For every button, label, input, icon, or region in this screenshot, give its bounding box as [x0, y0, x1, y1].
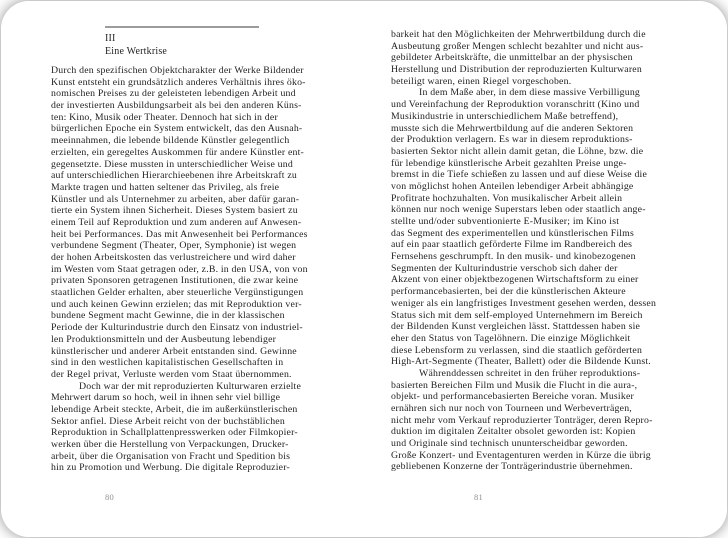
- text-line: In dem Maße aber, in dem diese massive Verbilligung: [419, 87, 641, 99]
- text-line: privaten Sponsoren getragenen Institutionen, die zwar keine: [51, 275, 299, 287]
- text-line: Profitrate hochzuhalten. Von musikalischer Arbeit allein: [391, 192, 623, 204]
- text-line: stellte und/oder subventionierte E-Musiker; im Kino ist: [391, 216, 620, 227]
- text-line: nicht mehr vom Verkauf reproduzierter Tonträger, deren Repro-: [391, 414, 653, 426]
- text-line: Durch den spezifischen Objektcharakter der Werke Bildender: [51, 65, 304, 76]
- text-line: hin zu Promotion und Werbung. Die digitale Reproduzier-: [51, 462, 290, 474]
- text-line: Sektor anfiel. Diese Arbeit reicht von der buchstäblichen: [51, 415, 285, 427]
- text-line: lebendige Arbeit steckte, Arbeit, die im außerkünstlerischen: [51, 403, 298, 415]
- text-line: Währenddessen schreitet in den früher reproduktions-: [419, 367, 641, 379]
- text-line: staatlichen Gelder erhalten, aber steuerliche Vergünstigungen: [51, 287, 304, 299]
- text-line: künstlerischer und anderer Arbeit entstanden sind. Gewinne: [51, 345, 297, 357]
- text-line: Doch war der mit reproduzierten Kulturwaren erzielte: [79, 380, 302, 392]
- text-line: der Regel privat, Verluste werden vom Staat übernommen.: [51, 368, 292, 380]
- text-line: nomischen Preises zu der geleisteten lebendigen Arbeit und: [51, 88, 296, 100]
- text-line: Große Konzert- und Eventagenturen werden in Kürze die übrig: [391, 449, 651, 461]
- text-line: im Westen vom Staat getragen oder, z.B. in den USA, von von: [51, 263, 308, 275]
- text-line: barkeit hat den Möglichkeiten der Mehrwertbildung durch die: [391, 29, 646, 40]
- text-line: bremst in die Tiefe schießen zu lassen und auf diese Weise die: [391, 169, 648, 181]
- text-line: Segmenten der Kulturindustrie verschob sich daher der: [391, 262, 618, 274]
- text-line: der Produktion verlagern. Es war in diesem reproduktions-: [391, 134, 633, 146]
- text-line: Akzent von einer objektbezogenen Wirtschaftsform zu einer: [391, 274, 639, 286]
- text-line: Herstellung und Distribution der reproduzierten Kulturwaren: [391, 64, 642, 76]
- text-line: ernähren sich nur noch von Tourneen und Werbeverträgen,: [391, 403, 632, 414]
- text-line: Ausbeutung großer Mengen schlecht bezahlter und nicht aus-: [391, 40, 644, 52]
- text-line: auf unterschiedlichen Hierarchieebenen ihre Arbeitskraft zu: [51, 170, 297, 182]
- text-line: können nur noch wenige Superstars leben oder staatlich ange-: [391, 204, 646, 216]
- text-line: gebliebenen Konzerne der Tonträgerindustrie übernehmen.: [391, 461, 633, 473]
- text-line: meeinnahmen, die lebende bildende Künstler gelegentlich: [51, 135, 290, 147]
- text-line: und auch keinen Gewinn erzielen; das mit Reproduktion ver-: [51, 298, 302, 310]
- left-page-text: [51, 65, 351, 474]
- text-line: verbundene Segment (Theater, Oper, Symphonie) ist wegen: [51, 240, 297, 252]
- text-line: basierten Bereichen Film und Musik die Flucht in die aura-,: [391, 379, 638, 391]
- text-line: und Originale sind technisch ununterscheidbar geworden.: [391, 438, 628, 450]
- text-line: der hohen Arbeitskosten das verlustreichere und wird daher: [51, 252, 296, 263]
- text-line: basierten Sektor nicht allein damit getan, die Löhne, bzw. die: [391, 145, 644, 157]
- text-line: Künstler und als Unternehmer zu arbeiten, aber dafür garan-: [51, 193, 300, 205]
- text-line: Reproduktion in Schallplattenpresswerken oder Filmkopier-: [51, 427, 298, 439]
- page-number-left: 80: [105, 492, 115, 502]
- text-line: weniger als ein langfristiges Investment gesehen werden, dessen: [391, 297, 657, 309]
- text-line: bürgerlichen Epoche ein System entwickelt, das den Ausnah-: [51, 123, 303, 135]
- text-line: len Produktionsmitteln und der Ausbeutung lebendiger: [51, 333, 277, 345]
- text-line: eher den Status von Tagelöhnern. Die einzige Möglichkeit: [391, 332, 631, 344]
- text-line: tierte ein System ihnen Sicherheit. Dieses System basiert zu: [51, 205, 298, 217]
- text-line: Kunst entsteht ein grundsätzlich anderes Verhältnis ihres öko-: [51, 76, 306, 88]
- text-line: Markte tragen und hatten seltener das Privileg, als freie: [51, 181, 280, 193]
- text-line: performancebasierten, bei der die künstlerischen Akteure: [391, 286, 626, 298]
- text-line: sind in den westlichen kapitalistischen Gesellschaften in: [51, 357, 284, 369]
- book-pages: [1, 1, 727, 537]
- text-line: erzielten, ein geregeltes Auskommen für andere Künstler ent-: [51, 146, 305, 158]
- text-line: das Segment des experimentellen und künstlerischen Films: [391, 227, 635, 239]
- text-line: Status sich mit dem self-employed Unternehmern im Bereich: [391, 309, 643, 321]
- right-page-text: [391, 29, 691, 473]
- text-line: musste sich die Mehrwertbildung auf die anderen Sektoren: [391, 122, 634, 134]
- text-line: einem Teil auf Reproduktion und zum anderen auf Anwesen-: [51, 216, 302, 228]
- text-line: der investierten Ausbildungsarbeit als bei den anderen Küns-: [51, 100, 302, 112]
- text-line: gebildeter Arbeitskräfte, die unmittelbar an der physischen: [391, 52, 633, 64]
- text-line: Periode der Kulturindustrie durch den Einsatz von industriel-: [51, 322, 303, 334]
- text-line: High-Art-Segmente (Theater, Ballett) oder die Bildende Kunst.: [391, 356, 651, 368]
- text-line: Fernsehens geschrumpft. In den musik- und kinobezogenen: [391, 251, 636, 263]
- text-line: Mehrwert darum so hoch, weil in ihnen sehr viel billige: [51, 392, 281, 404]
- text-line: und Vereinfachung der Reproduktion voranschritt (Kino und: [391, 99, 640, 111]
- page-number-right: 81: [474, 492, 484, 502]
- text-line: heit bei Performances. Das mit Anwesenheit bei Performances: [51, 228, 308, 240]
- chapter-title: Eine Wertkrise: [105, 45, 168, 57]
- text-line: von möglichst hohen Anteilen lebendiger Arbeit abhängige: [391, 180, 634, 192]
- text-line: objekt- und performancebasierten Bereiche voran. Musiker: [391, 391, 634, 403]
- text-line: werken über die Herstellung von Verpackungen, Drucker-: [51, 439, 289, 450]
- heading-rule: [105, 26, 259, 28]
- text-line: bundene Segment macht Gewinne, die in der klassischen: [51, 310, 285, 322]
- text-line: der Bildenden Kunst vergleichen lässt. Stattdessen haben sie: [391, 321, 641, 333]
- chapter-number: III: [105, 33, 116, 44]
- book-spread: [1, 1, 727, 537]
- text-line: arbeit, über die Organisation von Fracht und Spedition bis: [51, 450, 291, 462]
- text-line: diese Lebensform zu verlassen, sind die staatlich geförderten: [391, 344, 643, 356]
- text-line: gegensetzte. Diese mussten in unterschiedlicher Weise und: [51, 158, 293, 170]
- chapter-heading: [105, 26, 305, 58]
- text-line: ten: Kino, Musik oder Theater. Dennoch hat sich in der: [51, 111, 278, 123]
- text-line: für lebendige künstlerische Arbeit gezahlten Preise unge-: [391, 157, 627, 169]
- text-line: auf ein paar staatlich geförderte Filme im Randbereich des: [391, 239, 633, 251]
- text-line: beteiligt waren, einen Riegel vorgeschoben.: [391, 75, 572, 87]
- text-line: Musikindustrie in unterschiedlichem Maße betreffend),: [391, 110, 619, 122]
- text-line: duktion im digitalen Zeitalter obsolet geworden ist: Kopien: [391, 426, 636, 438]
